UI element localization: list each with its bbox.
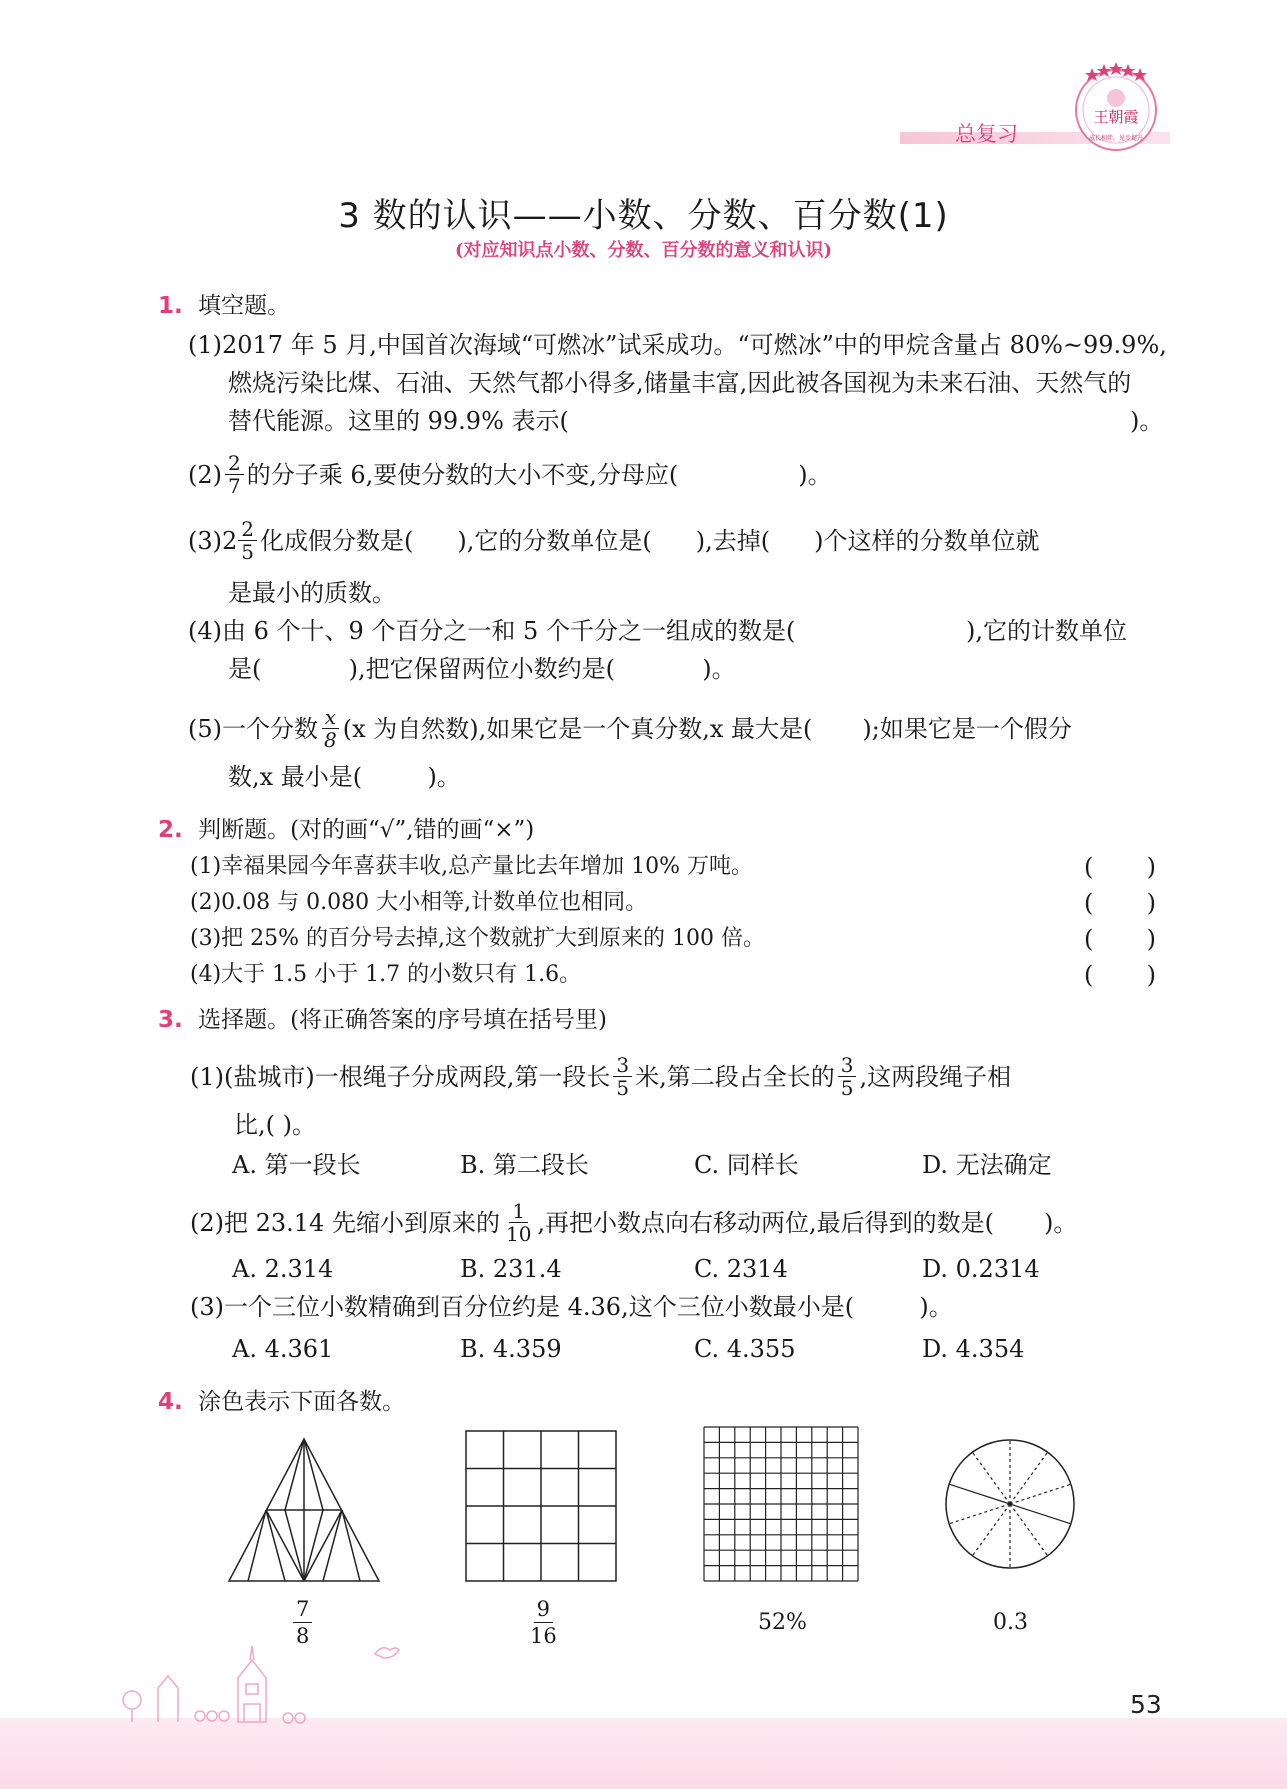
page-title: 3 数的认识——小数、分数、百分数(1) bbox=[338, 196, 949, 236]
s1-q1-line2: 燃烧污染比煤、石油、天然气都小得多,储量丰富,因此被各国视为未来石油、天然气的 bbox=[228, 369, 1132, 397]
frac-numerator: 1 bbox=[509, 1200, 528, 1223]
s2-item: (1)幸福果园今年喜获丰收,总产量比去年增加 10% 万吨。 bbox=[190, 854, 754, 879]
circle-spoke bbox=[1010, 1452, 1048, 1504]
s3-q1-option-d[interactable]: D. 无法确定 bbox=[922, 1151, 1052, 1179]
frac-numerator: x bbox=[322, 706, 339, 729]
section2-heading bbox=[158, 811, 534, 844]
s1-q4-line2c: )。 bbox=[702, 655, 736, 683]
s1-q3-line2: 是最小的质数。 bbox=[228, 579, 396, 607]
circle-10-parts-figure[interactable] bbox=[943, 1437, 1077, 1571]
triangle-figure[interactable] bbox=[226, 1436, 382, 1584]
footer-bird-decoration bbox=[372, 1640, 402, 1664]
frac-denominator: 16 bbox=[530, 1624, 557, 1648]
s3-q1-option-c[interactable]: C. 同样长 bbox=[694, 1151, 799, 1179]
figure-label-2 bbox=[524, 1596, 563, 1649]
section3-title: 选择题。(将正确答案的序号填在括号里) bbox=[198, 1007, 608, 1033]
s1-q3-text-d: )个这样的分数单位就 bbox=[814, 526, 1040, 555]
s3-q3 bbox=[190, 1290, 953, 1324]
figure-label-4: 0.3 bbox=[993, 1610, 1028, 1635]
s2-item: (4)大于 1.5 小于 1.7 的小数只有 1.6。 bbox=[190, 962, 582, 987]
s3-q2-option-a[interactable]: A. 2.314 bbox=[232, 1255, 334, 1283]
frac-numerator: 2 bbox=[225, 452, 244, 475]
figure-label-3: 52% bbox=[758, 1610, 807, 1635]
s3-q1-fraction-2 bbox=[838, 1054, 857, 1099]
s3-q1 bbox=[190, 1054, 1011, 1099]
frac-numerator: 3 bbox=[613, 1054, 632, 1077]
paren-open: ( bbox=[1084, 853, 1094, 881]
s2-item: (3)把 25% 的百分号去掉,这个数就扩大到原来的 100 倍。 bbox=[190, 926, 766, 951]
s1-q4-line2b: ),把它保留两位小数约是( bbox=[348, 655, 616, 683]
paren-open: ( bbox=[1084, 889, 1094, 917]
frac-denominator: 5 bbox=[241, 540, 255, 564]
s3-q3-option-d[interactable]: D. 4.354 bbox=[922, 1335, 1025, 1363]
s1-q5-line2b: )。 bbox=[427, 763, 461, 791]
s3-q2-pre: (2)把 23.14 先缩小到原来的 bbox=[190, 1208, 500, 1237]
section2-title: 判断题。(对的画“√”,错的画“×”) bbox=[198, 817, 535, 843]
s1-q5-line2a: 数,x 最小是( bbox=[228, 763, 363, 791]
frac-denominator: 5 bbox=[616, 1076, 630, 1100]
s3-q1-option-b[interactable]: B. 第二段长 bbox=[460, 1151, 589, 1179]
circle-spoke bbox=[972, 1504, 1010, 1556]
s3-q2-option-c[interactable]: C. 2314 bbox=[694, 1255, 788, 1283]
paren-close: ) bbox=[1146, 961, 1156, 989]
s3-q3-option-b[interactable]: B. 4.359 bbox=[460, 1335, 562, 1363]
s3-q1-mid: 米,第二段占全长的 bbox=[635, 1062, 835, 1091]
s1-q5-fraction bbox=[321, 706, 340, 751]
logo-slogan: 成长相伴，见步提升 bbox=[1088, 135, 1144, 142]
s3-q3-option-a[interactable]: A. 4.361 bbox=[232, 1335, 334, 1363]
brand-logo bbox=[1068, 58, 1164, 154]
frac-denominator: 8 bbox=[324, 728, 337, 752]
s1-q3-text-b: ),它的分数单位是( bbox=[457, 526, 652, 555]
circle-spoke bbox=[949, 1504, 1010, 1524]
circle-spoke bbox=[949, 1484, 1010, 1504]
s2-answer-box-3[interactable] bbox=[1084, 922, 1156, 956]
s1-q4-line2 bbox=[228, 652, 736, 686]
label-fraction bbox=[527, 1596, 560, 1649]
s3-q1-option-a[interactable]: A. 第一段长 bbox=[232, 1151, 361, 1179]
page-number: 53 bbox=[1130, 1690, 1162, 1719]
s3-q1-line2: 比,( )。 bbox=[234, 1111, 316, 1139]
s1-q3-text-a: 化成假分数是( bbox=[260, 526, 414, 555]
paren-open: ( bbox=[1084, 925, 1094, 953]
section4-heading bbox=[158, 1383, 405, 1416]
s2-answer-box-1[interactable] bbox=[1084, 850, 1156, 884]
s1-q3 bbox=[188, 518, 1039, 563]
frac-numerator: 3 bbox=[838, 1054, 857, 1077]
s1-q2 bbox=[188, 452, 832, 497]
paren-close: ) bbox=[1146, 889, 1156, 917]
s3-q2-fraction bbox=[503, 1200, 534, 1245]
s1-q4-line1a: (4)由 6 个十、9 个百分之一和 5 个千分之一组成的数是( bbox=[188, 617, 796, 645]
s1-q3-text-c: ),去掉( bbox=[695, 526, 771, 555]
section-tag: 总复习 bbox=[955, 122, 1018, 146]
s2-item: (2)0.08 与 0.080 大小相等,计数单位也相同。 bbox=[190, 890, 648, 915]
s1-q3-pre: (3) bbox=[188, 526, 222, 555]
s1-q5-text-b: );如果它是一个假分 bbox=[862, 714, 1072, 743]
page-subtitle: (对应知识点小数、分数、百分数的意义和认识) bbox=[454, 240, 833, 261]
s3-q2 bbox=[190, 1200, 1077, 1245]
footer-castle-decoration bbox=[118, 1638, 348, 1724]
circle-spoke bbox=[1010, 1484, 1071, 1504]
frac-numerator: 2 bbox=[238, 518, 257, 541]
s1-q1-line3a: 替代能源。这里的 99.9% 表示( bbox=[228, 407, 569, 435]
frac-denominator: 7 bbox=[228, 474, 241, 498]
s1-q4-line2a: 是( bbox=[228, 655, 262, 683]
s2-answer-box-2[interactable] bbox=[1084, 886, 1156, 920]
s1-q1-line1: (1)2017 年 5 月,中国首次海域“可燃冰”试采成功。“可燃冰”中的甲烷含量占 80%~99.9%, bbox=[188, 331, 1167, 359]
frac-denominator: 10 bbox=[505, 1222, 532, 1246]
s1-q2-text: 的分子乘 6,要使分数的大小不变,分母应( bbox=[246, 460, 679, 489]
s3-q3-close: )。 bbox=[919, 1293, 953, 1321]
logo-text: 王朝霞 bbox=[1093, 108, 1139, 126]
s1-q2-pre: (2) bbox=[188, 460, 222, 489]
section1-title: 填空题。 bbox=[198, 293, 291, 319]
frac-denominator: 5 bbox=[840, 1076, 854, 1100]
section1-number: 1. bbox=[158, 293, 183, 319]
mixed-whole: 2 bbox=[222, 526, 238, 555]
section4-title: 涂色表示下面各数。 bbox=[198, 1389, 406, 1415]
s3-q2-option-b[interactable]: B. 231.4 bbox=[460, 1255, 562, 1283]
s2-answer-box-4[interactable] bbox=[1084, 958, 1156, 992]
s3-q2-option-d[interactable]: D. 0.2314 bbox=[922, 1255, 1040, 1283]
paren-open: ( bbox=[1084, 961, 1094, 989]
s1-q2-close: )。 bbox=[798, 460, 832, 489]
s3-q3-text: (3)一个三位小数精确到百分位约是 4.36,这个三位小数最小是( bbox=[190, 1293, 855, 1321]
frac-numerator: 7 bbox=[293, 1596, 312, 1623]
circle-spoke bbox=[1010, 1504, 1048, 1556]
section3-heading bbox=[158, 1001, 607, 1034]
s3-q1-pre: (1)(盐城市)一根绳子分成两段,第一段长 bbox=[190, 1062, 611, 1091]
s1-q5 bbox=[188, 706, 1072, 751]
s3-q2-close: )。 bbox=[1044, 1208, 1078, 1237]
footer-band bbox=[0, 1718, 1287, 1789]
s1-q5-text-a: (x 为自然数),如果它是一个真分数,x 最大是( bbox=[342, 714, 813, 743]
grid-4x4-figure[interactable] bbox=[465, 1430, 617, 1582]
paren-close: ) bbox=[1146, 853, 1156, 881]
frac-numerator: 9 bbox=[534, 1596, 553, 1623]
s1-q3-mixed-number bbox=[222, 518, 260, 563]
section4-number: 4. bbox=[158, 1389, 183, 1415]
s1-q1-answer-close: )。 bbox=[1130, 407, 1164, 435]
s1-q4-line1b: ),它的计数单位 bbox=[966, 617, 1127, 645]
s3-q1-fraction-1 bbox=[613, 1054, 632, 1099]
section2-number: 2. bbox=[158, 817, 183, 843]
paren-close: ) bbox=[1146, 925, 1156, 953]
grid-10x10-figure[interactable] bbox=[703, 1426, 859, 1582]
section3-number: 3. bbox=[158, 1007, 183, 1033]
circle-spoke bbox=[1010, 1504, 1071, 1524]
s3-q2-post: ,再把小数点向右移动两位,最后得到的数是( bbox=[537, 1208, 995, 1237]
frac-denominator: 8 bbox=[296, 1624, 310, 1648]
section1-heading bbox=[158, 287, 290, 320]
circle-spoke bbox=[972, 1452, 1010, 1504]
s1-q2-fraction bbox=[225, 452, 244, 497]
s1-q5-pre: (5)一个分数 bbox=[188, 714, 318, 743]
s3-q3-option-c[interactable]: C. 4.355 bbox=[694, 1335, 796, 1363]
s1-q5-line2 bbox=[228, 760, 461, 794]
s3-q1-post: ,这两段绳子相 bbox=[859, 1062, 1012, 1091]
mixed-fraction bbox=[238, 518, 257, 563]
